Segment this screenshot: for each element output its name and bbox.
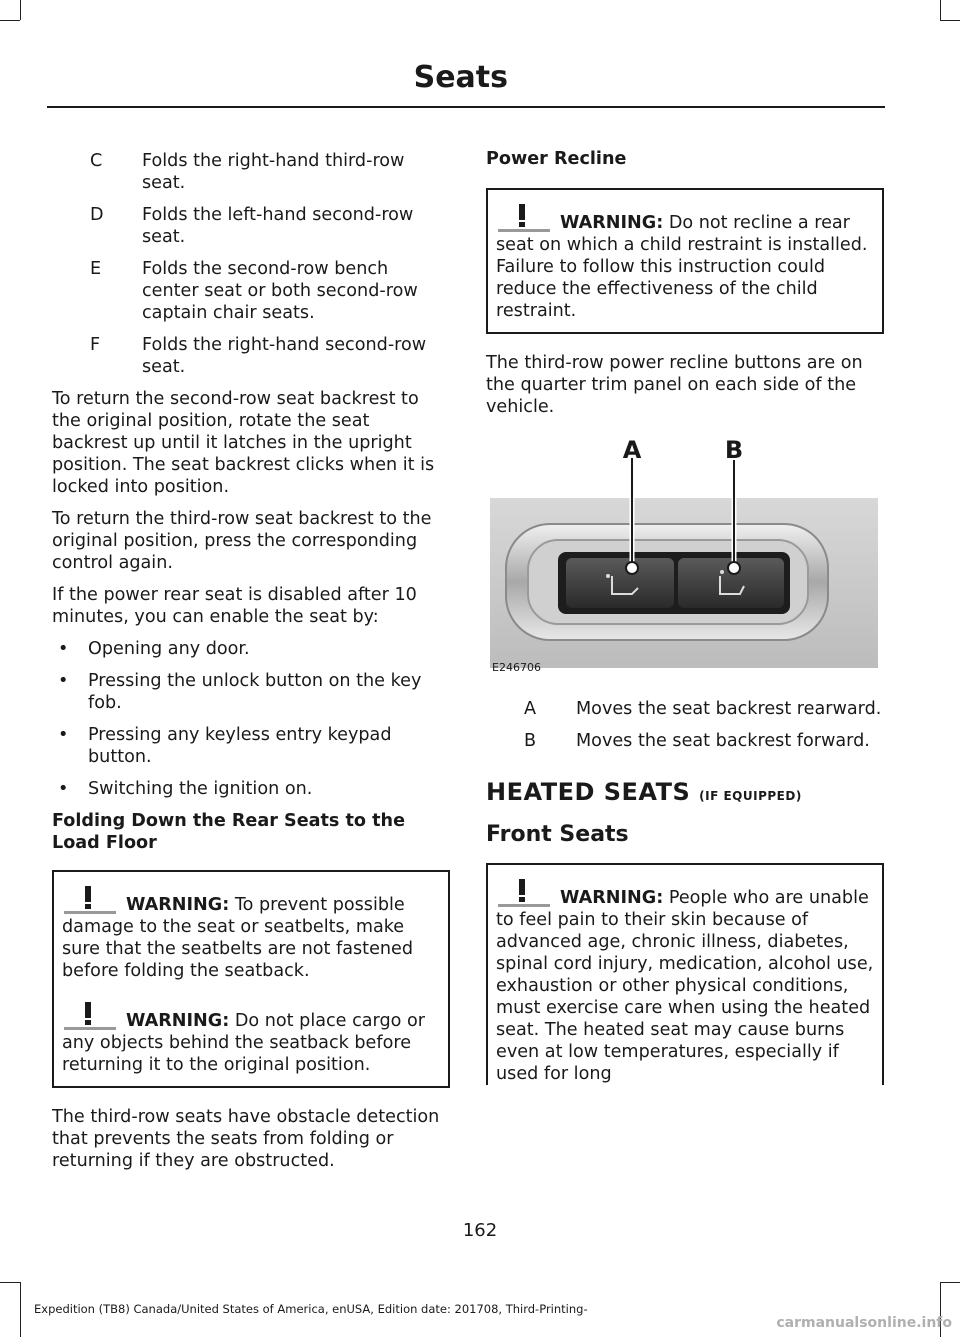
bullet-list (52, 638, 450, 800)
watermark: carmanualsonline.info (776, 1315, 952, 1331)
figure-code: E246706 (492, 661, 541, 674)
list-item: C Folds the right-hand third-row seat. (90, 151, 405, 193)
recline-buttons-illustration (488, 428, 878, 668)
list-item: F Folds the right-hand second-row seat. (90, 335, 427, 377)
list-item: A Moves the seat backrest rearward. (524, 699, 882, 719)
footer-text: Expedition (TB8) Canada/United States of America, enUSA, Edition date: 201708, Third-Printing- (34, 1302, 588, 1316)
list-item: E Folds the second-row bench center seat or both second-row captain chair seats. (90, 259, 418, 323)
warning-icon (496, 873, 554, 909)
paragraph: To return the second-row seat backrest to the original position, rotate the seat backrest up until it latches in the upright position. The seat backrest clicks when it is locked into position. (52, 389, 435, 497)
paragraph: The third-row seats have obstacle detection that prevents the seats from folding or returning if they are obstructed. (52, 1107, 440, 1171)
callout-b: B (724, 436, 744, 464)
paragraph: To return the third-row seat backrest to the original position, press the corresponding control again. (52, 509, 432, 573)
crop-mark (940, 1282, 960, 1283)
list-item: • Pressing the unlock button on the key fob. (58, 671, 422, 713)
warning-item: WARNING: Do not place cargo or any objects behind the seatback before returning it to the original position. (62, 996, 440, 1076)
crop-mark (20, 1282, 21, 1337)
warning-item: WARNING: Do not recline a rear seat on which a child restraint is installed. Failure to follow this instruction could reduce the effectiveness of the child restraint. (496, 198, 874, 322)
header-rule (47, 106, 885, 108)
warning-box (486, 863, 884, 1085)
crop-mark (20, 0, 21, 20)
warning-icon (62, 880, 120, 916)
left-column (52, 150, 450, 1182)
warning-box (486, 188, 884, 334)
crop-mark (0, 20, 20, 21)
warning-icon (62, 996, 120, 1032)
list-item: B Moves the seat backrest forward. (524, 731, 870, 751)
warning-item: WARNING: To prevent possible damage to the seat or seatbelts, make sure that the seatbelts are not fastened before folding the seatback. (62, 880, 440, 982)
warning-icon (496, 198, 554, 234)
right-column (486, 140, 884, 1089)
page-number: 162 (462, 1220, 498, 1241)
list-item: • Switching the ignition on. (58, 779, 313, 799)
paragraph: If the power rear seat is disabled after 10 minutes, you can enable the seat by: (52, 585, 417, 627)
list-item: D Folds the left-hand second-row seat. (90, 205, 414, 247)
definition-list (486, 698, 884, 752)
section-heading: Power Recline (486, 149, 627, 169)
section-title: HEATED SEATS (IF EQUIPPED) (486, 778, 802, 806)
recline-buttons-figure (488, 428, 878, 674)
warning-item: WARNING: People who are unable to feel pain to their skin because of advanced age, chronic illness, diabetes, spinal cord injury, medication, alcohol use, exhaustion or other physical conditions, must exercise care when using the heated seat. The heated seat may cause burns even at low temperatures, especially if used for long (496, 873, 874, 1085)
list-item: • Pressing any keyless entry keypad button. (58, 725, 392, 767)
list-item: • Opening any door. (58, 639, 250, 659)
warning-box (52, 870, 450, 1088)
section-heading: Folding Down the Rear Seats to the Load Floor (52, 811, 406, 853)
crop-mark (940, 20, 960, 21)
crop-mark (940, 0, 941, 20)
definition-list (52, 150, 450, 378)
crop-mark (0, 1282, 20, 1283)
paragraph: The third-row power recline buttons are on the quarter trim panel on each side of the vehicle. (486, 353, 863, 417)
callout-a: A (622, 436, 642, 464)
subheading: Front Seats (486, 822, 629, 847)
